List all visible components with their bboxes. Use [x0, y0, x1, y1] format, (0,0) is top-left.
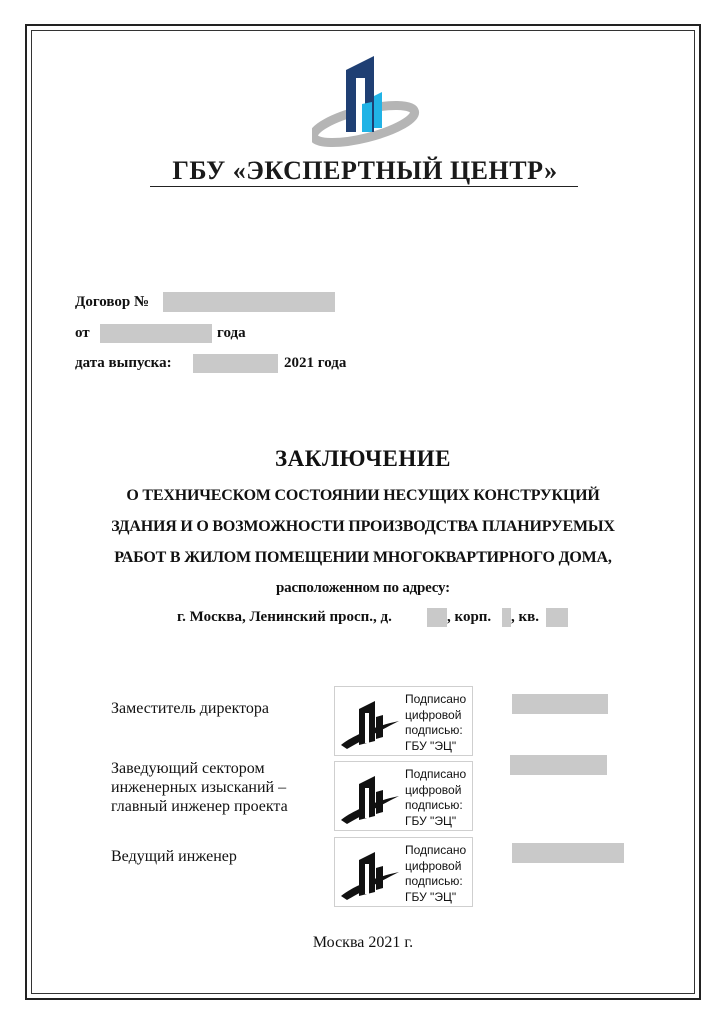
address-building-label: , корп. [447, 609, 492, 625]
conclusion-title: ЗАКЛЮЧЕНИЕ [275, 446, 451, 471]
redacted-contract-number [163, 292, 335, 312]
conclusion-subtitle-line-2: ЗДАНИЯ И О ВОЗМОЖНОСТИ ПРОИЗВОДСТВА ПЛАНИРУЕМЫХ [111, 518, 615, 535]
signatory-3-role [111, 847, 237, 866]
signature-line-3: подписью: [405, 798, 463, 812]
redacted-signatory-2-name [510, 755, 607, 775]
redacted-signatory-3-name [512, 843, 624, 863]
signatory-2-role-line-3: главный инженер проекта [111, 798, 288, 815]
signature-line-4: ГБУ "ЭЦ" [405, 813, 457, 828]
organization-name: ГБУ «ЭКСПЕРТНЫЙ ЦЕНТР» [172, 156, 558, 185]
signature-line-3: подписью: [405, 723, 463, 737]
signature-line-3: подписью: [405, 874, 463, 888]
contract-number-label: Договор № [75, 294, 150, 310]
signature-text [405, 843, 466, 905]
signatory-2-role-line-1: Заведующий сектором [111, 760, 265, 777]
signatory-1-role [111, 699, 269, 718]
signatory-2-role-line-2: инженерных изысканий – [111, 779, 287, 796]
release-date-label: дата выпуска: [75, 355, 172, 371]
redacted-signatory-1-name [512, 694, 608, 714]
address-apartment-label: , кв. [511, 609, 539, 625]
signatory-3-role-line: Ведущий инженер [111, 848, 237, 865]
signature-building-icon [339, 695, 401, 751]
signatory-2-role [111, 759, 288, 816]
redacted-building-number [502, 608, 511, 627]
signature-line-2: цифровой [405, 707, 462, 722]
signatory-3-digital-signature [334, 837, 473, 907]
signature-text [405, 692, 466, 754]
redacted-house-number [427, 608, 447, 627]
conclusion-address-intro: расположенном по адресу: [276, 580, 450, 596]
conclusion-subtitle-line-1: О ТЕХНИЧЕСКОМ СОСТОЯНИИ НЕСУЩИХ КОНСТРУКЦИЙ [126, 487, 600, 504]
signature-text [405, 767, 466, 829]
signatory-2-digital-signature [334, 761, 473, 831]
signature-line-4: ГБУ "ЭЦ" [405, 889, 457, 904]
release-year: 2021 года [284, 355, 347, 371]
conclusion-subtitle-line-3: РАБОТ В ЖИЛОМ ПОМЕЩЕНИИ МНОГОКВАРТИРНОГО ДОМА, [114, 549, 612, 566]
signature-building-icon [339, 846, 401, 902]
footer-city-year: Москва 2021 г. [312, 934, 414, 951]
signatory-1-digital-signature [334, 686, 473, 756]
building-logo-icon [312, 56, 422, 148]
redacted-contract-date [100, 324, 212, 343]
address-city-street: г. Москва, Ленинский просп., д. [177, 609, 392, 625]
title-underline [150, 186, 578, 187]
signature-line-2: цифровой [405, 782, 462, 797]
signatory-1-role-line: Заместитель директора [111, 700, 270, 717]
signature-line-1: Подписано [405, 767, 467, 781]
contract-year-suffix: года [217, 325, 246, 341]
signature-line-1: Подписано [405, 843, 467, 857]
signature-line-2: цифровой [405, 858, 462, 873]
signature-building-icon [339, 770, 401, 826]
signature-line-4: ГБУ "ЭЦ" [405, 738, 457, 753]
signature-line-1: Подписано [405, 692, 467, 706]
redacted-apartment-number [546, 608, 568, 627]
contract-from-label: от [75, 325, 90, 341]
redacted-release-date [193, 354, 278, 373]
